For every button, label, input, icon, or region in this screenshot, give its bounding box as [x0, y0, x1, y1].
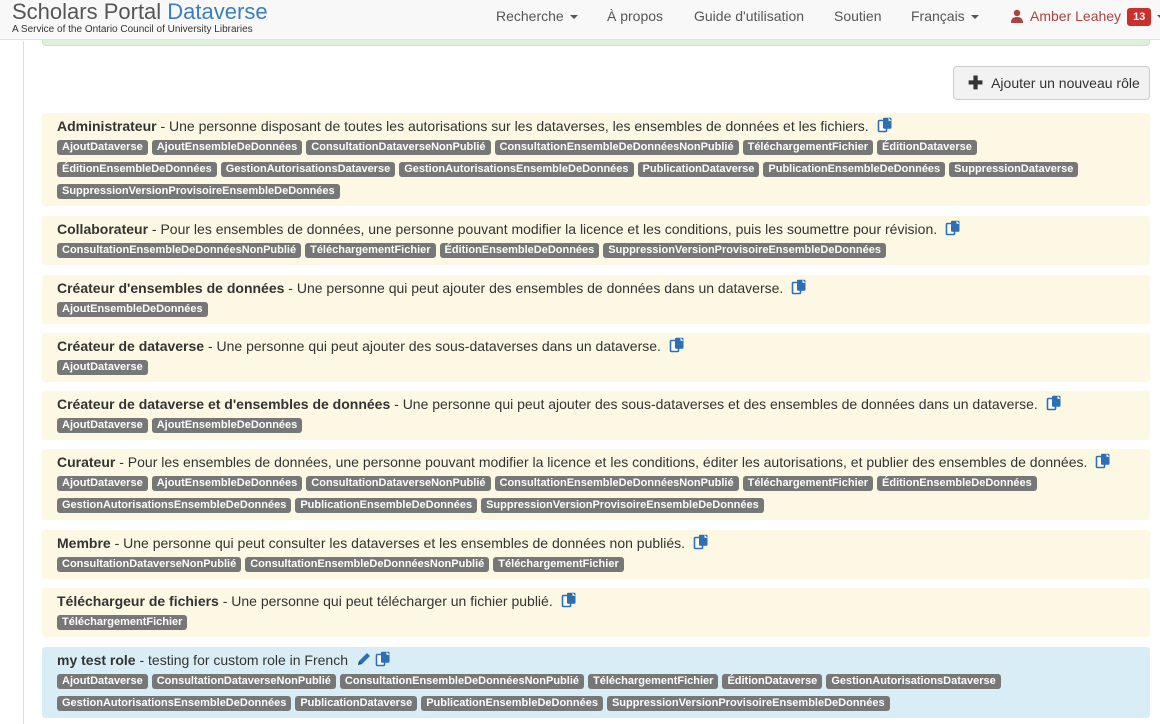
- top-navbar: [0, 0, 1160, 40]
- role-description: - Une personne qui peut consulter les dataverses et les ensembles de données non publiés.: [110, 535, 686, 551]
- role-header: [57, 279, 1135, 297]
- permission-badge: AjoutEnsembleDeDonnées: [152, 140, 303, 155]
- permission-badge: ÉditionEnsembleDeDonnées: [440, 243, 600, 258]
- permission-badge: TéléchargementFichier: [588, 674, 718, 689]
- permission-badge: PublicationEnsembleDeDonnées: [295, 498, 477, 513]
- nav-guide-link[interactable]: Guide d'utilisation: [694, 8, 805, 24]
- permission-badge: AjoutDataverse: [57, 140, 148, 155]
- role-header: [57, 534, 1135, 552]
- permission-badge: SuppressionDataverse: [949, 162, 1078, 177]
- permission-badge: PublicationEnsembleDeDonnées: [763, 162, 945, 177]
- role-header: [57, 395, 1135, 413]
- permission-badge: TéléchargementFichier: [57, 615, 187, 630]
- role-header: [57, 337, 1135, 355]
- role-name: Créateur d'ensembles de données: [57, 280, 285, 296]
- permission-badge: AjoutDataverse: [57, 360, 148, 375]
- copy-icon[interactable]: [877, 117, 893, 133]
- permission-list: [57, 613, 1135, 635]
- copy-icon[interactable]: [791, 279, 807, 295]
- permission-list: [57, 416, 1135, 438]
- permission-badge: ConsultationDataverseNonPublié: [306, 476, 490, 491]
- role-row: [42, 275, 1150, 324]
- permission-badge: PublicationEnsembleDeDonnées: [421, 696, 603, 711]
- pencil-icon[interactable]: [356, 651, 372, 667]
- chevron-down-icon: [570, 15, 578, 19]
- nav-user-name: Amber Leahey: [1030, 8, 1122, 24]
- permission-list: [57, 358, 1135, 380]
- role-name: Téléchargeur de fichiers: [57, 593, 219, 609]
- permission-list: [57, 300, 1135, 322]
- add-new-role-label: Ajouter un nouveau rôle: [991, 75, 1140, 91]
- brand-logo[interactable]: [12, 0, 268, 35]
- permission-badge: AjoutDataverse: [57, 476, 148, 491]
- permission-list: [57, 555, 1135, 577]
- role-header: [57, 117, 1135, 135]
- permission-badge: GestionAutorisationsEnsembleDeDonnées: [399, 162, 633, 177]
- brand-title-dataverse: Dataverse: [167, 0, 268, 24]
- permission-badge: AjoutEnsembleDeDonnées: [152, 418, 303, 433]
- copy-icon[interactable]: [669, 337, 685, 353]
- role-row: [42, 216, 1150, 265]
- copy-icon[interactable]: [693, 534, 709, 550]
- chevron-down-icon: [971, 15, 979, 19]
- role-description: - Une personne qui peut ajouter des ensembles de données dans un dataverse.: [284, 280, 784, 296]
- nav-search-dropdown[interactable]: [496, 0, 578, 33]
- permission-badge: TéléchargementFichier: [493, 557, 623, 572]
- permission-badge: ÉditionDataverse: [722, 674, 822, 689]
- role-name: Collaborateur: [57, 221, 149, 237]
- nav-about-link[interactable]: À propos: [607, 8, 664, 24]
- role-description: - Pour les ensembles de données, une personne pouvant modifier la licence et les conditions, éditer les autorisations, et publier des ensembles de données.: [115, 454, 1088, 470]
- role-name: Créateur de dataverse: [57, 338, 205, 354]
- permission-badge: SuppressionVersionProvisoireEnsembleDeDonnées: [481, 498, 764, 513]
- permission-badge: ConsultationEnsembleDeDonnéesNonPublié: [245, 557, 489, 572]
- copy-icon[interactable]: [1046, 395, 1062, 411]
- permission-badge: AjoutDataverse: [57, 418, 148, 433]
- role-row: [42, 530, 1150, 579]
- nav-support-link[interactable]: Soutien: [834, 8, 882, 24]
- permission-badge: ConsultationEnsembleDeDonnéesNonPublié: [495, 476, 739, 491]
- role-row: [42, 391, 1150, 440]
- role-description: - Une personne disposant de toutes les autorisations sur les dataverses, les ensembles de données et les fichiers.: [156, 118, 869, 134]
- permission-badge: TéléchargementFichier: [305, 243, 435, 258]
- permission-badge: GestionAutorisationsDataverse: [826, 674, 1000, 689]
- role-header: [57, 592, 1135, 610]
- permission-badge: GestionAutorisationsDataverse: [221, 162, 395, 177]
- permission-badge: ConsultationEnsembleDeDonnéesNonPublié: [340, 674, 584, 689]
- permission-badge: AjoutDataverse: [57, 674, 148, 689]
- role-description: - Une personne qui peut télécharger un fichier publié.: [218, 593, 553, 609]
- user-icon: [1010, 9, 1024, 23]
- nav-language-dropdown[interactable]: [911, 0, 979, 33]
- permission-badge: ÉditionDataverse: [877, 140, 977, 155]
- plus-icon: ✚: [968, 73, 984, 93]
- permission-badge: ÉditionEnsembleDeDonnées: [877, 476, 1037, 491]
- permission-badge: ÉditionEnsembleDeDonnées: [57, 162, 217, 177]
- permission-badge: SuppressionVersionProvisoireEnsembleDeDonnées: [603, 243, 886, 258]
- nav-language-label: Français: [911, 8, 965, 24]
- permission-badge: ConsultationEnsembleDeDonnéesNonPublié: [57, 243, 301, 258]
- permission-badge: TéléchargementFichier: [743, 476, 873, 491]
- role-name: my test role: [57, 652, 136, 668]
- brand-title-scholars: Scholars Portal: [12, 0, 168, 24]
- role-header: [57, 651, 1135, 669]
- permission-list: [57, 241, 1135, 263]
- left-divider: [23, 41, 24, 724]
- permission-badge: ConsultationDataverseNonPublié: [306, 140, 490, 155]
- permission-badge: SuppressionVersionProvisoireEnsembleDeDonnées: [57, 184, 340, 199]
- custom-role-row: [42, 647, 1150, 718]
- nav-user-dropdown[interactable]: [1010, 0, 1160, 33]
- success-message-bar: [42, 40, 1150, 46]
- nav-search-label: Recherche: [496, 8, 564, 24]
- copy-icon[interactable]: [375, 651, 391, 667]
- permission-list: [57, 474, 1135, 518]
- role-row: [42, 449, 1150, 520]
- role-name: Créateur de dataverse et d'ensembles de données: [57, 396, 391, 412]
- role-name: Curateur: [57, 454, 116, 470]
- role-description: - testing for custom role in French: [135, 652, 349, 668]
- role-header: [57, 220, 1135, 238]
- role-row: [42, 333, 1150, 382]
- role-name: Membre: [57, 535, 111, 551]
- permission-badge: GestionAutorisationsEnsembleDeDonnées: [57, 498, 291, 513]
- role-description: - Une personne qui peut ajouter des sous-dataverses et des ensembles de données dans un dataverse.: [390, 396, 1038, 412]
- permission-badge: ConsultationEnsembleDeDonnéesNonPublié: [495, 140, 739, 155]
- copy-icon[interactable]: [945, 220, 961, 236]
- permission-badge: GestionAutorisationsEnsembleDeDonnées: [57, 696, 291, 711]
- brand-title: [12, 0, 268, 24]
- copy-icon[interactable]: [1095, 453, 1111, 469]
- role-header: [57, 453, 1135, 471]
- permission-list: [57, 138, 1135, 204]
- role-name: Administrateur: [57, 118, 157, 134]
- permission-badge: AjoutEnsembleDeDonnées: [152, 476, 303, 491]
- role-description: - Une personne qui peut ajouter des sous-dataverses dans un dataverse.: [204, 338, 661, 354]
- add-new-role-button[interactable]: [953, 66, 1150, 100]
- brand-subtitle: A Service of the Ontario Council of University Libraries: [12, 24, 253, 35]
- permission-badge: ConsultationDataverseNonPublié: [152, 674, 336, 689]
- permission-badge: ConsultationDataverseNonPublié: [57, 557, 241, 572]
- permission-badge: PublicationDataverse: [295, 696, 417, 711]
- copy-icon[interactable]: [561, 592, 577, 608]
- notification-count-badge: 13: [1127, 8, 1151, 26]
- permission-badge: AjoutEnsembleDeDonnées: [57, 302, 208, 317]
- permission-badge: TéléchargementFichier: [743, 140, 873, 155]
- role-description: - Pour les ensembles de données, une personne pouvant modifier la licence et les conditions, puis les soumettre pour révision.: [148, 221, 938, 237]
- permission-list: [57, 672, 1135, 716]
- role-row: [42, 588, 1150, 637]
- permission-badge: PublicationDataverse: [638, 162, 760, 177]
- role-row: [42, 113, 1150, 206]
- permission-badge: SuppressionVersionProvisoireEnsembleDeDonnées: [607, 696, 890, 711]
